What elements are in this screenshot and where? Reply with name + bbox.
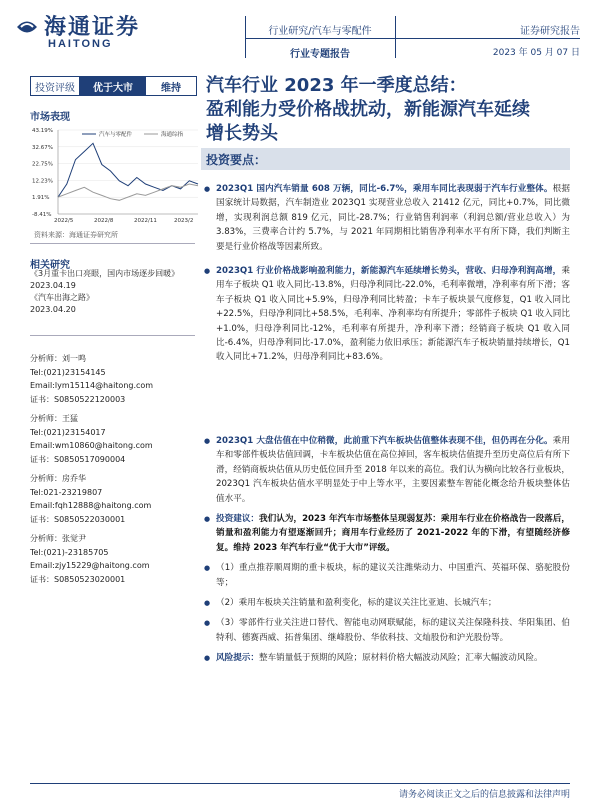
risk-label: 风险提示： [216,653,259,664]
analyst-cert: 证书：S0850522120003 [30,394,126,404]
point-body: 我们认为，2023 年汽车市场整体呈现弱复苏：乘用车行业在价格战告一段落后，销量和盈利能力有望逐渐回升；商用车行业经历了 2021-2022 年的下滑，有望随经济修复。维持 2023 年汽车行业“优于大市”评级。 [216,514,570,553]
point-highlight: 2023Q1 大盘估值在中位稍微，此前重下汽车板块估值整体表现不佳，但仍再在分化。 [216,436,553,446]
risk-body: 整车销量低于预期的风险；原材料价格大幅波动风险；汇率大幅波动风险。 [258,653,543,664]
report-category: 行业研究/汽车与零配件 [268,26,372,37]
analyst-block [30,352,200,406]
analyst-cert: 证书：S0850517090004 [30,454,126,464]
analyst-tel: Tel:(021)23154145 [30,367,106,377]
header-divider [245,16,246,58]
chart-source: 资料来源：海通证券研究所 [34,231,118,239]
point-highlight: 2023Q1 行业价格战影响盈利能力，新能源汽车延续增长势头，营收、归母净利润高增， [216,266,562,276]
point-highlight: 2023Q1 国内汽车销量 608 万辆，同比-6.7%，乘用车同比表现弱于汽车行业整体。 [216,184,553,194]
y-tick-label: 1.91% [32,195,50,202]
analyst-name: 分析师：刘一鸣 [30,354,86,363]
related-item-date: 2023.04.20 [30,305,76,314]
footer-disclaimer[interactable]: 请务必阅读正文之后的信息披露和法律声明 [398,790,570,800]
title-line: 增长势头 [206,123,278,144]
point-label: 投资建议： [216,514,260,524]
report-series: 证券研究报告 [520,26,580,37]
analyst-cert: 证书：S0850522030001 [30,514,126,524]
analyst-tel: Tel:021-23219807 [30,487,103,497]
report-date: 2023 年 05 月 07 日 [492,48,580,58]
rating-label: 投资评级 [31,77,80,95]
divider [30,243,195,244]
footer-rule [30,783,570,784]
point-body: 乘用车和零部件板块估值回调，卡车板块估值在高位掉回，客车板块估值提升至历史高位后有所下滑，经销商板块估值从历史低位回升至 2018 年以来的高位。我们认为横向比较各行业板块，2023Q1 汽车板块估值水平明显处于中上等水平，主要因素整车智能化概念给升板块整体估值水平。 [216,436,570,504]
point-1 [204,182,570,254]
x-tick-label: 2022/11 [134,218,157,224]
x-tick-label: 2022/5 [54,218,74,224]
legend-label: 汽车与零配件 [99,132,133,138]
analyst-name: 分析师：王猛 [30,414,78,423]
key-points-label: 投资要点： [206,153,267,167]
title-line: 盈利能力受价格战扰动，新能源汽车延续 [206,99,530,120]
related-label: 相关研究 [30,260,70,271]
analyst-name: 分析师：张觉尹 [30,534,86,543]
market-label: 市场表现 [30,112,70,123]
y-tick-label: 22.75% [32,161,53,168]
related-list [30,268,200,316]
rating-value: 优于大市 [80,77,146,95]
point-2 [204,264,570,365]
point-body: 乘用车子板块 Q1 收入同比-13.8%，归母净利同比-22.0%，毛利率微增，净利率有所下滑；客车子板块 Q1 收入同比+5.9%，归母净利同比转盈；卡车子板块景气度修复，Q1 收入同比+22.5%，归母净利同比+58.5%，毛利率、净利率均有所提升；零部件子板块 Q1 收入同比+1.0%，归母净利同比-12%，毛利率有所提升，净利率下滑；经销商子板块 Q1 收入同比-6.4%，归母净利同比-17.0%，盈利能力依旧承压；新能源汽车子板块销量持续增长，Q1 收入同比+71.2%，归母净利同比+83.6%。 [216,266,570,363]
point-3 [204,434,570,506]
related-item-title[interactable]: 《3月重卡出口亮眼，国内市场逐步回暖》 [30,269,180,278]
point-4 [204,512,570,666]
header-divider [395,16,396,58]
y-tick-label: 43.19% [32,128,53,134]
x-tick-label: 2023/2 [174,218,194,224]
title-line: 汽车行业 2023 年一季度总结： [206,75,467,96]
sub-point: ● （1）重点推荐顺周期的重卡板块，标的建议关注潍柴动力、中国重汽、英福环保、骆驼股份等； [204,561,570,590]
analyst-name: 分析师：房乔华 [30,474,86,483]
x-tick-label: 2022/8 [94,218,114,224]
series-line [58,184,198,200]
analyst-tel: Tel:(021)-23185705 [30,547,109,557]
analyst-block [30,472,200,526]
logo-chinese: 海通证券 [44,14,141,40]
report-type: 行业专题报告 [290,49,350,60]
analyst-email[interactable]: Email:wm10860@haitong.com [30,441,153,450]
y-tick-label: -8.41% [32,212,52,218]
analyst-tel: Tel:(021)23154017 [30,427,106,437]
related-item-date: 2023.04.19 [30,281,76,290]
related-item-title[interactable]: 《汽车出海之路》 [30,293,94,302]
analyst-cert: 证书：S0850523020001 [30,574,126,584]
header-rule [245,38,580,39]
analyst-email[interactable]: Email:fqh12888@haitong.com [30,501,152,510]
logo-english: HAITONG [48,38,113,50]
logo-icon [14,14,40,40]
divider [30,335,195,336]
sub-point: ● （2）乘用车板块关注销量和盈利变化，标的建议关注比亚迪、长城汽车； [204,596,570,610]
legend-label: 海通综指 [161,132,184,138]
analyst-email[interactable]: Email:zjy15229@haitong.com [30,561,150,570]
market-chart [30,122,202,232]
analyst-email[interactable]: Email:lym15114@haitong.com [30,381,154,390]
analyst-block [30,412,200,466]
sub-point: ● （3）零部件行业关注进口替代、智能电动网联赋能，标的建议关注保隆科技、华阳集团、伯特利、德赛西威、拓普集团、继峰股份、华依科技、文灿股份和沪光股份等。 [204,616,570,645]
y-tick-label: 32.67% [32,144,53,151]
point-body: 根据国家统计局数据，汽车制造业 2023Q1 实现营业总收入 21412 亿元，同比+0.7%，同比微增，实现利润总额 819 亿元，同比-28.7%；行业销售利润率（利润总额/营业总收入）为 3.83%，三费率合计约 5.7%，与 2021 年同期相比销售净利率水平有所下降，我们判断主要是行业价格战等因素所致。 [216,184,570,252]
rating-box [30,76,197,96]
y-tick-label: 12.23% [32,178,53,185]
rating-trend: 维持 [161,82,181,94]
analyst-block [30,532,200,586]
report-title [206,74,576,146]
